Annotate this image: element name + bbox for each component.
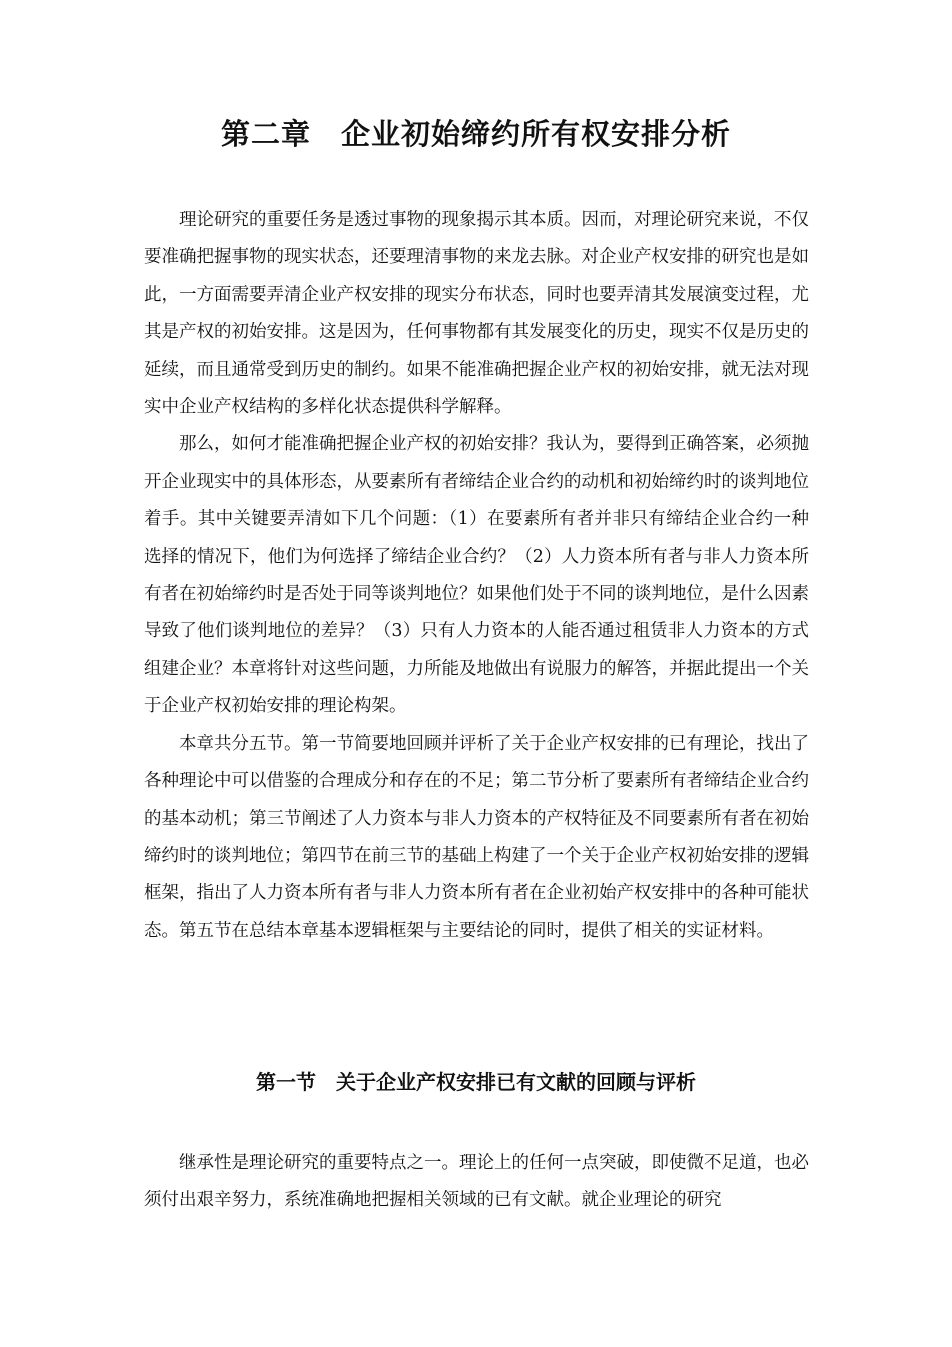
paragraph-continuity: 继承性是理论研究的重要特点之一。理论上的任何一点突破，即使微不足道，也必须付出艰辛努力，系统准确地把握相关领域的已有文献。就企业理论的研究 [144,1153,809,1211]
paragraph-key-questions: 那么，如何才能准确把握企业产权的初始安排？我认为，要得到正确答案，必须抛开企业现实中的具体形态，从要素所有者缔结企业合约的动机和初始缔约时的谈判地位着手。其中关键要弄清如下几个问题：（1）在要素所有者并非只有缔结企业合约一种选择的情况下，他们为何选择了缔结企业合约？（2）人力资本所有者与非人力资本所有者在初始缔约时是否处于同等谈判地位？如果他们处于不同的谈判地位，是什么因素导致了他们谈判地位的差异？（3）只有人力资本的人能否通过租赁非人力资本的方式组建企业？本章将针对这些问题，力所能及地做出有说服力的解答，并据此提出一个关于企业产权初始安排的理论构架。 [144,434,809,717]
paragraph-research-task: 理论研究的重要任务是透过事物的现象揭示其本质。因而，对理论研究来说，不仅要准确把握事物的现实状态，还要理清事物的来龙去脉。对企业产权安排的研究也是如此，一方面需要弄清企业产权安排的现实分布状态，同时也要弄清其发展演变过程，尤其是产权的初始安排。这是因为，任何事物都有其发展变化的历史，现实不仅是历史的延续，而且通常受到历史的制约。如果不能准确把握企业产权的初始安排，就无法对现实中企业产权结构的多样化状态提供科学解释。 [144,210,809,418]
section-body [144,1145,809,1220]
chapter-intro-body [144,202,809,950]
paragraph-chapter-outline: 本章共分五节。第一节简要地回顾并评析了关于企业产权安排的已有理论，找出了各种理论中可以借鉴的合理成分和存在的不足；第二节分析了要素所有者缔结企业合约的基本动机；第三节阐述了人力资本与非人力资本的产权特征及不同要素所有者在初始缔约时的谈判地位；第四节在前三节的基础上构建了一个关于企业产权初始安排的逻辑框架，指出了人力资本所有者与非人力资本所有者在企业初始产权安排中的各种可能状态。第五节在总结本章基本逻辑框架与主要结论的同时，提供了相关的实证材料。 [144,733,809,941]
section-title: 第一节 关于企业产权安排已有文献的回顾与评析 [256,1070,696,1094]
chapter-title: 第二章 企业初始缔约所有权安排分析 [220,117,731,151]
